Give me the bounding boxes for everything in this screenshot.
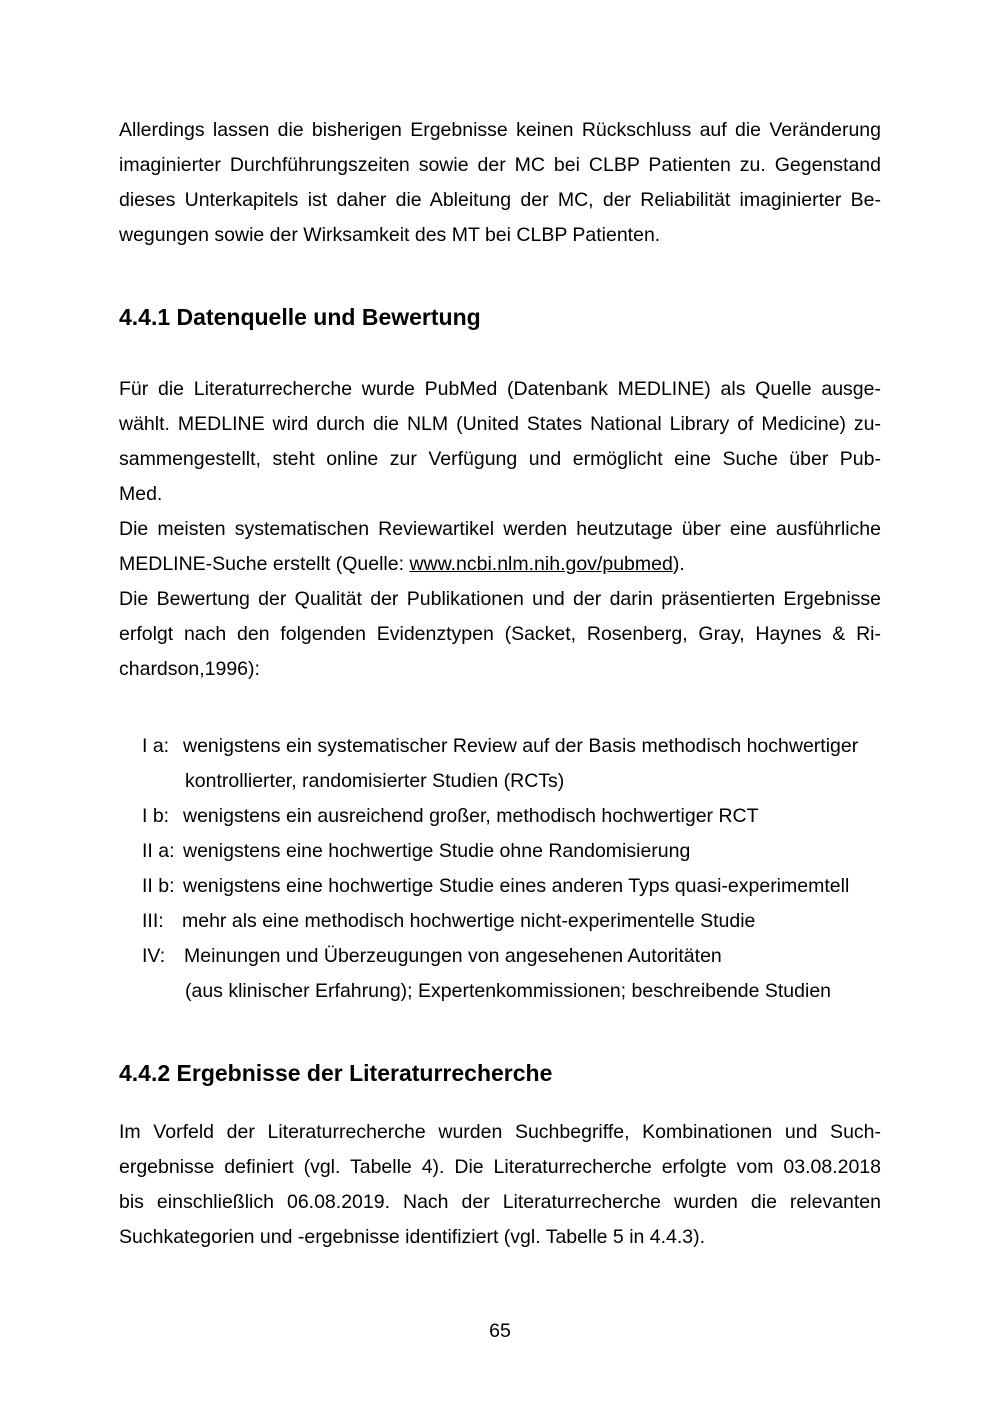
evidence-label: IV: xyxy=(142,945,166,967)
para-line: Die Bewertung der Qualität der Publikationen und der darin präsentierten Ergebnisse xyxy=(119,588,881,610)
para-line-with-link xyxy=(119,547,881,582)
evidence-type-list xyxy=(142,729,902,1009)
evidence-item-continuation xyxy=(142,974,902,1009)
evidence-text: wenigstens ein systematischer Review auf der Basis methodisch hochwertiger xyxy=(183,735,859,757)
para-line: Suchkategorien und -ergebnisse identifiziert (vgl. Tabelle 5 in 4.4.3). xyxy=(119,1226,706,1248)
evidence-label: I a: xyxy=(142,735,170,757)
evidence-text: wenigstens eine hochwertige Studie ohne Randomisierung xyxy=(183,840,691,862)
evidence-item xyxy=(142,869,902,904)
evidence-label: III: xyxy=(142,910,164,932)
evidence-text: mehr als eine methodisch hochwertige nicht-experimentelle Studie xyxy=(182,910,756,932)
evidence-item-continuation xyxy=(142,764,902,799)
section-heading-4-4-2: 4.4.2 Ergebnisse der Literaturrecherche xyxy=(119,1060,553,1086)
para-line: chardson,1996): xyxy=(119,658,260,680)
evidence-label: I b: xyxy=(142,805,170,827)
page-number: 65 xyxy=(489,1320,511,1342)
intro-line: Allerdings lassen die bisherigen Ergebnisse keinen Rückschluss auf die Veränderung xyxy=(119,119,881,141)
evidence-label: II b: xyxy=(142,875,175,897)
source-prefix: MEDLINE-Suche erstellt (Quelle: xyxy=(119,553,410,575)
evidence-text: wenigstens ein ausreichend großer, methodisch hochwertiger RCT xyxy=(183,805,759,827)
pubmed-link[interactable]: www.ncbi.nlm.nih.gov/pubmed xyxy=(409,553,673,575)
evidence-item xyxy=(142,799,902,834)
intro-paragraph xyxy=(119,113,881,253)
evidence-item xyxy=(142,904,902,939)
para-line: ergebnisse definiert (vgl. Tabelle 4). Die Literaturrecherche erfolgte vom 03.08.2018 xyxy=(119,1156,881,1178)
evidence-item xyxy=(142,939,902,974)
evidence-label: II a: xyxy=(142,840,175,862)
para-line: Med. xyxy=(119,483,163,505)
source-suffix: ). xyxy=(672,553,685,575)
section2-paragraph xyxy=(119,1115,881,1255)
section-heading-4-4-1: 4.4.1 Datenquelle und Bewertung xyxy=(119,304,481,330)
evidence-text: Meinungen und Überzeugungen von angesehenen Autoritäten xyxy=(184,945,722,967)
section1-paragraphs xyxy=(119,372,881,687)
intro-line: wegungen sowie der Wirksamkeit des MT bei CLBP Patienten. xyxy=(119,224,661,246)
para-line: Für die Literaturrecherche wurde PubMed (Datenbank MEDLINE) als Quelle ausge- xyxy=(119,378,881,400)
para-line: sammengestellt, steht online zur Verfügung und ermöglicht eine Suche über Pub- xyxy=(119,448,881,470)
para-line: Die meisten systematischen Reviewartikel werden heutzutage über eine ausführliche xyxy=(119,518,881,540)
intro-line: imaginierter Durchführungszeiten sowie der MC bei CLBP Patienten zu. Gegenstand xyxy=(119,154,881,176)
evidence-text: wenigstens eine hochwertige Studie eines anderen Typs quasi-experimemtell xyxy=(183,875,850,897)
intro-line: dieses Unterkapitels ist daher die Ableitung der MC, der Reliabilität imaginierter Be- xyxy=(119,189,881,211)
evidence-item xyxy=(142,834,902,869)
para-line: Im Vorfeld der Literaturrecherche wurden Suchbegriffe, Kombinationen und Such- xyxy=(119,1121,881,1143)
evidence-text-continued: (aus klinischer Erfahrung); Expertenkommissionen; beschreibende Studien xyxy=(185,980,832,1002)
para-line: erfolgt nach den folgenden Evidenztypen (Sacket, Rosenberg, Gray, Haynes & Ri- xyxy=(119,623,881,645)
para-line: wählt. MEDLINE wird durch die NLM (United States National Library of Medicine) zu- xyxy=(119,413,881,435)
evidence-item xyxy=(142,729,902,764)
para-line: bis einschließlich 06.08.2019. Nach der Literaturrecherche wurden die relevanten xyxy=(119,1191,881,1213)
evidence-text-continued: kontrollierter, randomisierter Studien (RCTs) xyxy=(185,770,565,792)
